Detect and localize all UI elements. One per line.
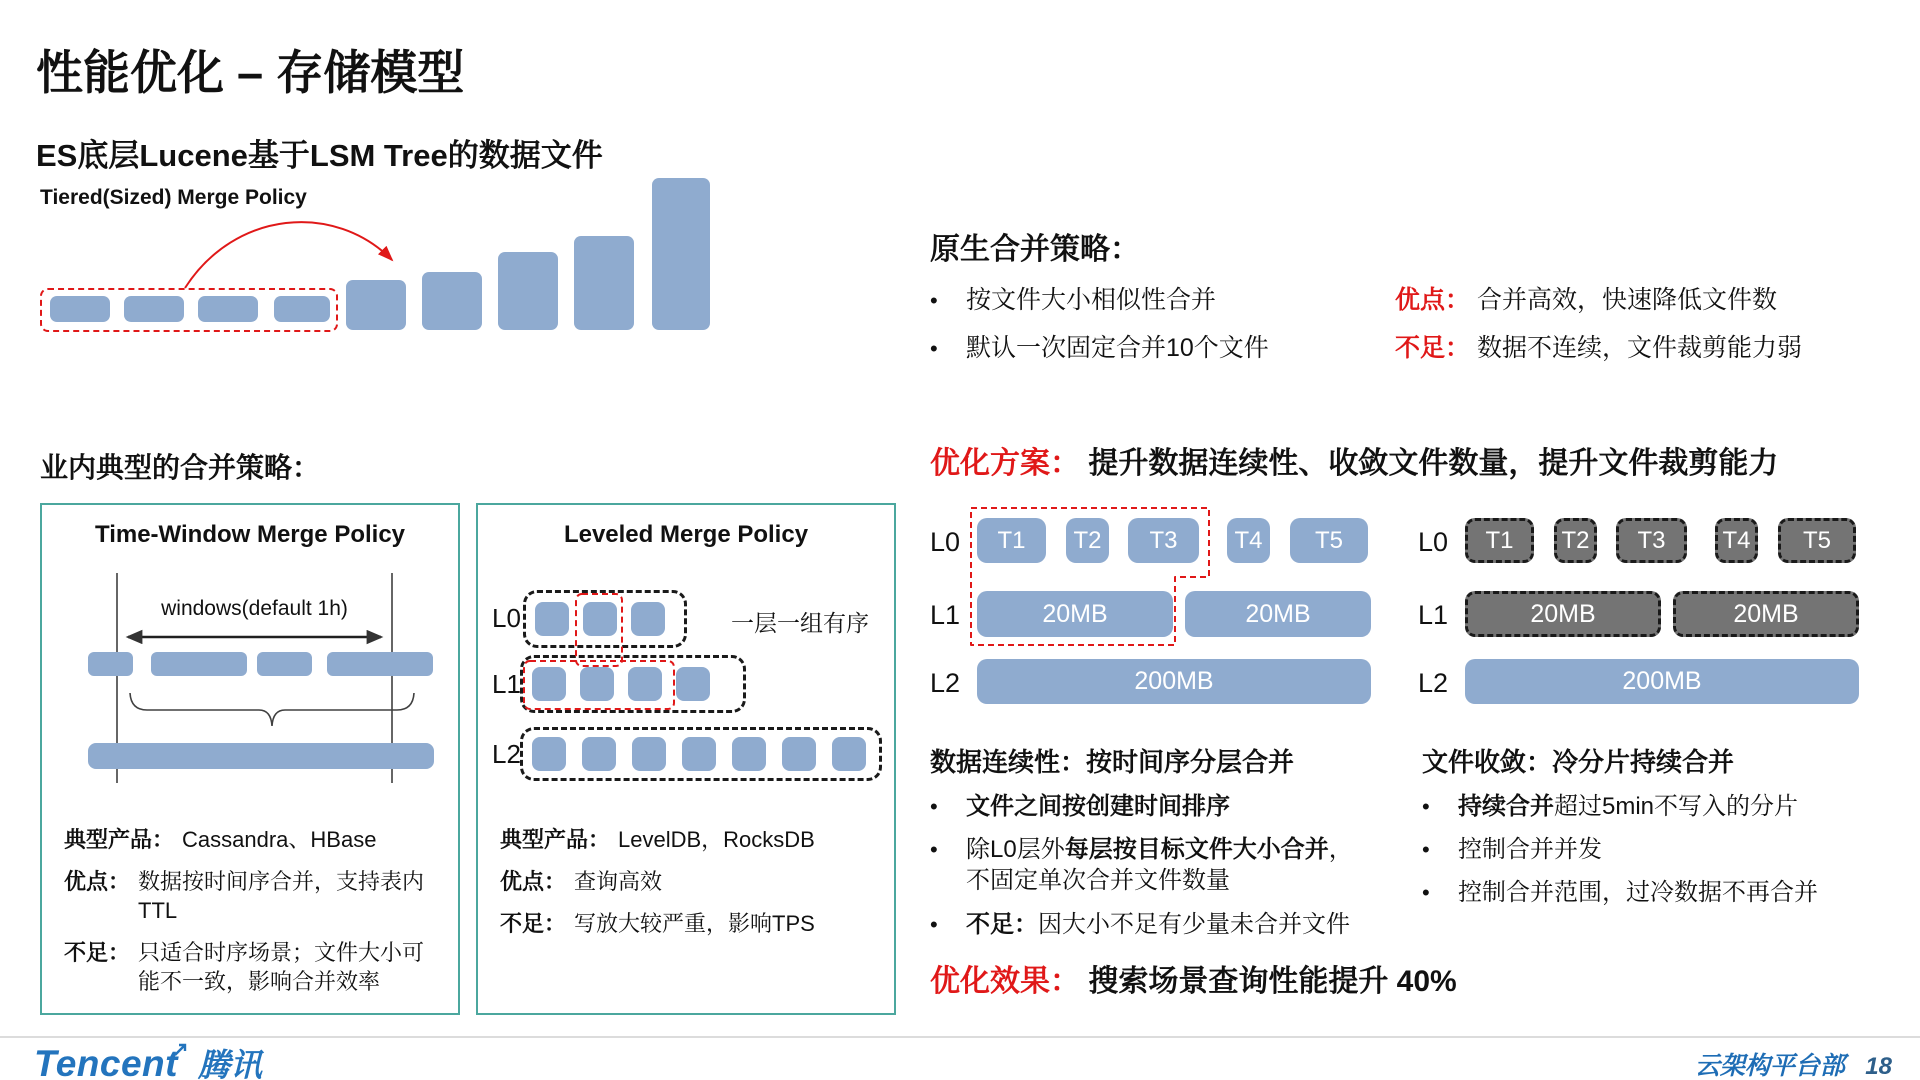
segment-block: T3: [1616, 518, 1687, 563]
native-bullet-row: [930, 280, 1910, 316]
segment-bar: [574, 236, 634, 330]
leveled-box: [476, 503, 896, 1015]
footer-divider: [0, 1036, 1920, 1038]
continuity-heading: 数据连续性：按时间序分层合并: [930, 747, 1295, 777]
convergence-bullet: 控制合并范围，过冷数据不再合并: [1458, 879, 1818, 907]
pro-label: 优点：: [1395, 286, 1471, 314]
bullet-icon: [930, 334, 966, 363]
level-label: L2: [930, 668, 961, 698]
bullet-icon: [1422, 791, 1458, 822]
level-label: L1: [492, 669, 521, 699]
tiered-merge-diagram: [40, 172, 730, 338]
window-label: windows(default 1h): [161, 597, 348, 620]
continuity-bullet: 不足：因大小不足有少量未合并文件: [966, 910, 1350, 938]
industry-strategies-heading: 业内典型的合并策略：: [40, 452, 321, 483]
pro-text: 合并高效，快速降低文件数: [1476, 286, 1777, 314]
con-text: 只适合时序场景；文件大小可能不一致，影响合并效率: [138, 940, 425, 995]
pro-text: 查询高效: [574, 869, 663, 895]
segment-block: 200MB: [977, 659, 1371, 704]
bullet-icon: [930, 286, 966, 315]
segment-block: T2: [1554, 518, 1597, 563]
pro-label: 优点：: [500, 869, 567, 895]
merge-arrow-icon: [140, 200, 430, 300]
level-label: L0: [492, 603, 521, 633]
underbrace-icon: [130, 693, 414, 726]
opt-diagram-before: [930, 505, 1400, 710]
bullet-icon: [1422, 877, 1458, 908]
convergence-section: [1422, 742, 1912, 909]
time-window-notes: [64, 825, 442, 1009]
segment-block: 200MB: [1465, 659, 1859, 704]
segment-bar: [652, 178, 710, 330]
page-number: 18: [1865, 1053, 1892, 1080]
segment-block: T1: [1465, 518, 1534, 563]
segment-block: T5: [1778, 518, 1856, 563]
segment-bar: [151, 652, 247, 676]
segment-bar: [327, 652, 433, 676]
continuity-bullet: 文件之间按创建时间排序: [966, 793, 1230, 820]
native-strategy-heading: 原生合并策略：: [930, 233, 1140, 266]
opt-diagram-after: [1418, 505, 1888, 710]
footer-right: [1695, 1046, 1892, 1080]
merge-selection-outline: [930, 505, 1400, 710]
con-label: 不足：: [500, 911, 567, 937]
native-bullet: 默认一次固定合并10个文件: [966, 334, 1269, 362]
bullet-icon: [1422, 834, 1458, 865]
compaction-selection-outline: [478, 505, 898, 805]
pro-text: 数据按时间序合并，支持表内TTL: [138, 869, 425, 924]
tencent-cn: 腾讯: [197, 1047, 262, 1080]
segment-block: T4: [1227, 518, 1270, 563]
tencent-logo: [34, 1040, 262, 1080]
level-label: L1: [1418, 600, 1449, 630]
segment-block: T5: [1290, 518, 1368, 563]
segment-block: T2: [1066, 518, 1109, 563]
native-bullet: 按文件大小相似性合并: [966, 286, 1217, 314]
bullet-icon: [930, 834, 966, 896]
product-label: 典型产品：: [64, 827, 175, 852]
tencent-wordmark: Tencent: [34, 1043, 178, 1080]
level-label: L2: [492, 739, 521, 769]
leveled-title: Leveled Merge Policy: [563, 521, 809, 548]
section-subtitle: ES底层Lucene基于LSM Tree的数据文件: [36, 138, 603, 173]
segment-block: 20MB: [977, 591, 1173, 637]
product-text: Cassandra、HBase: [182, 827, 377, 852]
page-title: 性能优化 – 存储模型: [36, 46, 465, 99]
effect-line: [930, 956, 1457, 1000]
time-window-title: Time-Window Merge Policy: [94, 521, 406, 548]
con-label: 不足：: [64, 940, 131, 966]
convergence-bullet: 持续合并超过5min不写入的分片: [1458, 793, 1799, 820]
optimization-heading: [930, 438, 1778, 482]
effect-text: 搜索场景查询性能提升 40%: [1088, 965, 1457, 998]
con-label: 不足：: [1395, 334, 1471, 362]
time-window-box: [40, 503, 460, 1015]
leveled-note: 一层一组有序: [731, 610, 869, 636]
bullet-icon: [930, 909, 966, 940]
optimization-text: 提升数据连续性、收敛文件数量，提升文件裁剪能力: [1088, 447, 1779, 480]
level-label: L0: [1418, 527, 1449, 557]
level-label: L1: [930, 600, 961, 630]
pro-label: 优点：: [64, 869, 131, 895]
segment-bar: [50, 296, 110, 322]
segment-block: T1: [977, 518, 1046, 563]
continuity-bullet: 除L0层外每层按目标文件大小合并，不固定单次合并文件数量: [966, 836, 1353, 895]
segment-block: T4: [1715, 518, 1758, 563]
segment-block: 20MB: [1465, 591, 1661, 637]
segment-block: 20MB: [1673, 591, 1859, 637]
level-label: L0: [930, 527, 961, 557]
tiered-policy-heading: Tiered(Sized) Merge Policy: [40, 186, 307, 209]
convergence-heading: 文件收敛：冷分片持续合并: [1422, 747, 1735, 777]
logo-arrow-icon: [172, 1040, 190, 1058]
con-text: 写放大较严重，影响TPS: [574, 911, 815, 937]
con-text: 数据不连续，文件裁剪能力弱: [1476, 334, 1802, 362]
segment-block: T3: [1128, 518, 1199, 563]
leveled-notes: [500, 825, 878, 951]
optimization-label: 优化方案：: [930, 447, 1080, 480]
product-label: 典型产品：: [500, 827, 611, 852]
convergence-bullet: 控制合并并发: [1458, 836, 1602, 864]
native-bullet-row: [930, 328, 1910, 364]
effect-label: 优化效果：: [930, 965, 1080, 998]
merged-bar: [88, 743, 434, 769]
level-label: L2: [1418, 668, 1449, 698]
bullet-icon: [930, 791, 966, 822]
segment-bar: [498, 252, 558, 330]
product-text: LevelDB，RocksDB: [618, 827, 815, 852]
segment-block: 20MB: [1185, 591, 1371, 637]
segment-bar: [422, 272, 482, 330]
department-label: 云架构平台部: [1694, 1052, 1845, 1080]
segment-bar: [88, 652, 133, 676]
continuity-section: [930, 742, 1408, 940]
segment-bar: [257, 652, 312, 676]
